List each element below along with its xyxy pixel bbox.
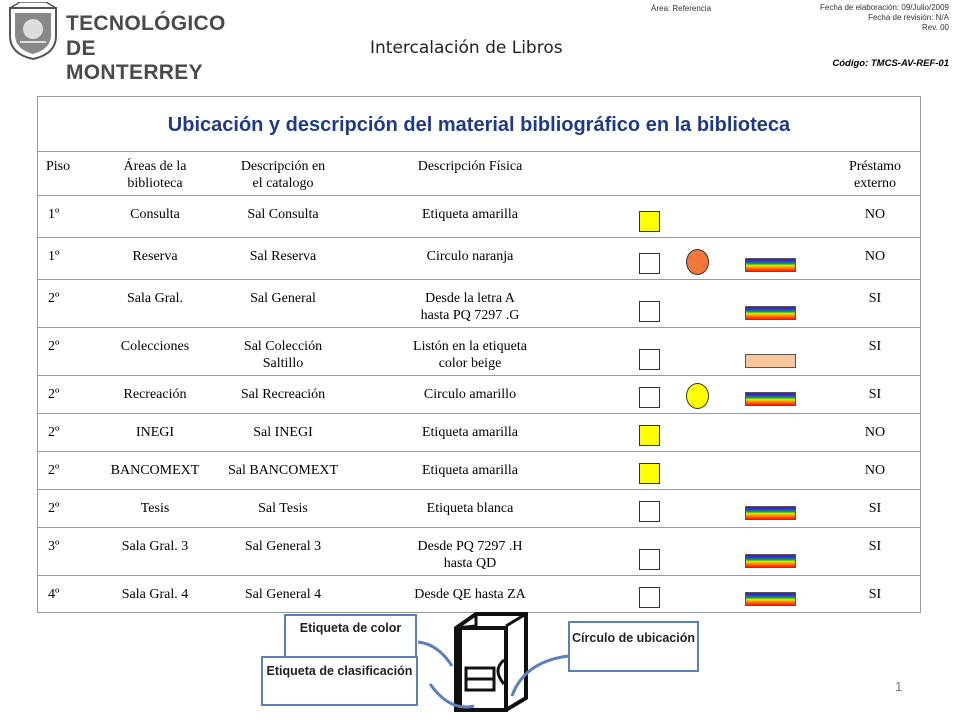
cell-prestamo: SI — [868, 501, 882, 516]
cell-area — [96, 500, 214, 517]
arrow-color-label — [418, 642, 452, 666]
cell-area — [96, 538, 214, 555]
document-code: Código: TMCS-AV-REF-01 — [832, 58, 949, 69]
cell-fisica-line: Etiqueta blanca — [426, 501, 514, 516]
cell-prestamo: SI — [868, 339, 882, 354]
revision-meta — [820, 3, 949, 33]
label-color-swatch — [639, 211, 660, 232]
table-row — [38, 376, 920, 414]
cell-descripcion-line: Sal General — [250, 291, 316, 306]
cell-area-line: Sala Gral. 4 — [121, 587, 189, 602]
cell-descripcion — [198, 290, 368, 307]
table-row — [38, 328, 920, 376]
cell-area-line: Reserva — [132, 249, 178, 264]
cell-prestamo: SI — [868, 387, 882, 402]
cell-area-line: Sala Gral. — [127, 291, 183, 306]
cell-prestamo: SI — [868, 291, 882, 306]
cell-prestamo: NO — [864, 207, 886, 222]
cell-descripcion-line: Sal Colección — [243, 339, 323, 354]
cell-descripcion-line: Sal BANCOMEXT — [227, 463, 339, 478]
cell-fisica-line: hasta PQ 7297 .G — [420, 308, 520, 323]
cell-descripcion-line: Sal Consulta — [247, 207, 319, 222]
meta-revision-date: Fecha de revisión: N/A — [868, 13, 949, 22]
cell-descripcion-line: Sal Tesis — [258, 501, 308, 516]
header-desc-line1: Descripción en — [240, 159, 326, 174]
table-row — [38, 196, 920, 238]
page-number: 1 — [895, 679, 903, 694]
classification-stripe — [745, 554, 796, 568]
table-title: Ubicación y descripción del material bibliográfico en la biblioteca — [38, 97, 920, 152]
location-circle-swatch — [686, 249, 709, 275]
cell-area-line: Consulta — [130, 207, 180, 222]
cell-piso: 2º — [48, 463, 60, 478]
header-area — [96, 158, 214, 192]
cell-piso: 2º — [48, 387, 60, 402]
cell-piso: 2º — [48, 501, 60, 516]
header-area-line1: Áreas de la — [123, 159, 187, 174]
header-prestamo — [830, 158, 920, 192]
cell-descripcion — [198, 386, 368, 403]
cell-prestamo: SI — [868, 587, 882, 602]
cell-fisica — [370, 500, 570, 517]
label-color-swatch — [639, 549, 660, 570]
cell-prestamo: NO — [864, 425, 886, 440]
cell-area — [96, 248, 214, 265]
cell-fisica — [370, 290, 570, 324]
cell-fisica-line: color beige — [438, 356, 502, 371]
header-piso: Piso — [46, 159, 71, 174]
header-desc — [198, 158, 368, 192]
cell-descripcion-line: Sal Recreación — [240, 387, 326, 402]
classification-stripe — [745, 592, 796, 606]
location-table — [37, 96, 921, 613]
table-row — [38, 490, 920, 528]
cell-fisica-line: Etiqueta amarilla — [421, 207, 518, 222]
cell-fisica — [370, 424, 570, 441]
cell-fisica — [370, 386, 570, 403]
meta-date: Fecha de elaboración: 09/Julio/2009 — [820, 3, 949, 12]
cell-fisica-line: Desde QE hasta ZA — [414, 587, 526, 602]
cell-piso: 2º — [48, 339, 60, 354]
label-color-swatch — [639, 463, 660, 484]
book-icon — [456, 614, 526, 710]
cell-area — [96, 462, 214, 479]
cell-piso: 4º — [48, 587, 60, 602]
cell-fisica-line: Circulo amarillo — [423, 387, 517, 402]
cell-descripcion — [198, 248, 368, 265]
cell-descripcion — [198, 500, 368, 517]
cell-fisica — [370, 206, 570, 223]
logo-line2: DE MONTERREY — [66, 37, 203, 84]
label-color-swatch — [639, 501, 660, 522]
cell-descripcion-line: Sal General 4 — [244, 587, 322, 602]
slide-title: Intercalación de Libros — [370, 38, 563, 58]
cell-fisica-line: Etiqueta amarilla — [421, 463, 518, 478]
cell-area-line: BANCOMEXT — [110, 463, 200, 478]
callout-circle-label: Círculo de ubicación — [568, 621, 699, 672]
meta-rev: Rev. 00 — [922, 23, 949, 32]
seal-icon — [6, 2, 60, 60]
cell-area-line: Colecciones — [120, 339, 190, 354]
cell-area — [96, 586, 214, 603]
cell-piso: 1º — [48, 207, 60, 222]
logo-line1: TECNOLÓGICO — [66, 12, 226, 35]
cell-piso: 2º — [48, 425, 60, 440]
cell-area — [96, 424, 214, 441]
cell-fisica — [370, 538, 570, 572]
table-row — [38, 414, 920, 452]
header-pres-line2: externo — [854, 176, 896, 191]
cell-fisica-line: Listón en la etiqueta — [413, 339, 527, 354]
cell-piso: 2º — [48, 291, 60, 306]
classification-stripe — [745, 392, 796, 406]
classification-stripe — [745, 306, 796, 320]
label-color-swatch — [639, 425, 660, 446]
table-row — [38, 452, 920, 490]
area-label: Área: Referencia — [651, 4, 712, 13]
cell-area — [96, 386, 214, 403]
cell-fisica-line: Etiqueta amarilla — [421, 425, 518, 440]
cell-descripcion-line: Sal Reserva — [249, 249, 317, 264]
cell-fisica — [370, 248, 570, 265]
tec-monterrey-logo — [6, 2, 226, 84]
cell-descripcion — [198, 338, 368, 372]
callout-class-label: Etiqueta de clasificación — [261, 656, 418, 706]
cell-area-line: Sala Gral. 3 — [121, 539, 189, 554]
cell-prestamo: SI — [868, 539, 882, 554]
cell-area-line: Tesis — [140, 501, 170, 516]
cell-fisica-line: Desde la letra A — [425, 291, 515, 306]
cell-fisica-line: hasta QD — [443, 556, 497, 571]
cell-prestamo: NO — [864, 463, 886, 478]
cell-fisica — [370, 338, 570, 372]
cell-descripcion — [198, 424, 368, 441]
cell-fisica — [370, 462, 570, 479]
location-circle-swatch — [686, 383, 709, 409]
cell-piso: 1º — [48, 249, 60, 264]
cell-descripcion-line: Sal General 3 — [244, 539, 322, 554]
cell-area-line: Recreación — [123, 387, 187, 402]
cell-descripcion-line: Sal INEGI — [253, 425, 313, 440]
label-color-swatch — [639, 253, 660, 274]
cell-prestamo: NO — [864, 249, 886, 264]
header-fisica: Descripción Física — [417, 159, 523, 174]
label-color-swatch — [639, 301, 660, 322]
classification-stripe — [745, 354, 796, 368]
header-pres-line1: Préstamo — [848, 159, 902, 174]
cell-descripcion — [198, 462, 368, 479]
label-color-swatch — [639, 349, 660, 370]
cell-piso: 3º — [48, 539, 60, 554]
cell-fisica-line: Circulo naranja — [426, 249, 514, 264]
cell-area-line: INEGI — [135, 425, 175, 440]
cell-area — [96, 206, 214, 223]
cell-area — [96, 338, 214, 355]
cell-area — [96, 290, 214, 307]
classification-stripe — [745, 506, 796, 520]
cell-descripcion — [198, 206, 368, 223]
table-row — [38, 528, 920, 576]
cell-descripcion — [198, 538, 368, 555]
header-area-line2: biblioteca — [127, 176, 183, 191]
label-color-swatch — [639, 387, 660, 408]
cell-descripcion-line: Saltillo — [262, 356, 304, 371]
classification-stripe — [745, 258, 796, 272]
header-desc-line2: el catalogo — [252, 176, 314, 191]
table-row — [38, 280, 920, 328]
cell-fisica-line: Desde PQ 7297 .H — [417, 539, 523, 554]
callout-color-label: Etiqueta de color — [284, 614, 417, 658]
table-row — [38, 238, 920, 280]
table-header-row — [38, 152, 920, 196]
